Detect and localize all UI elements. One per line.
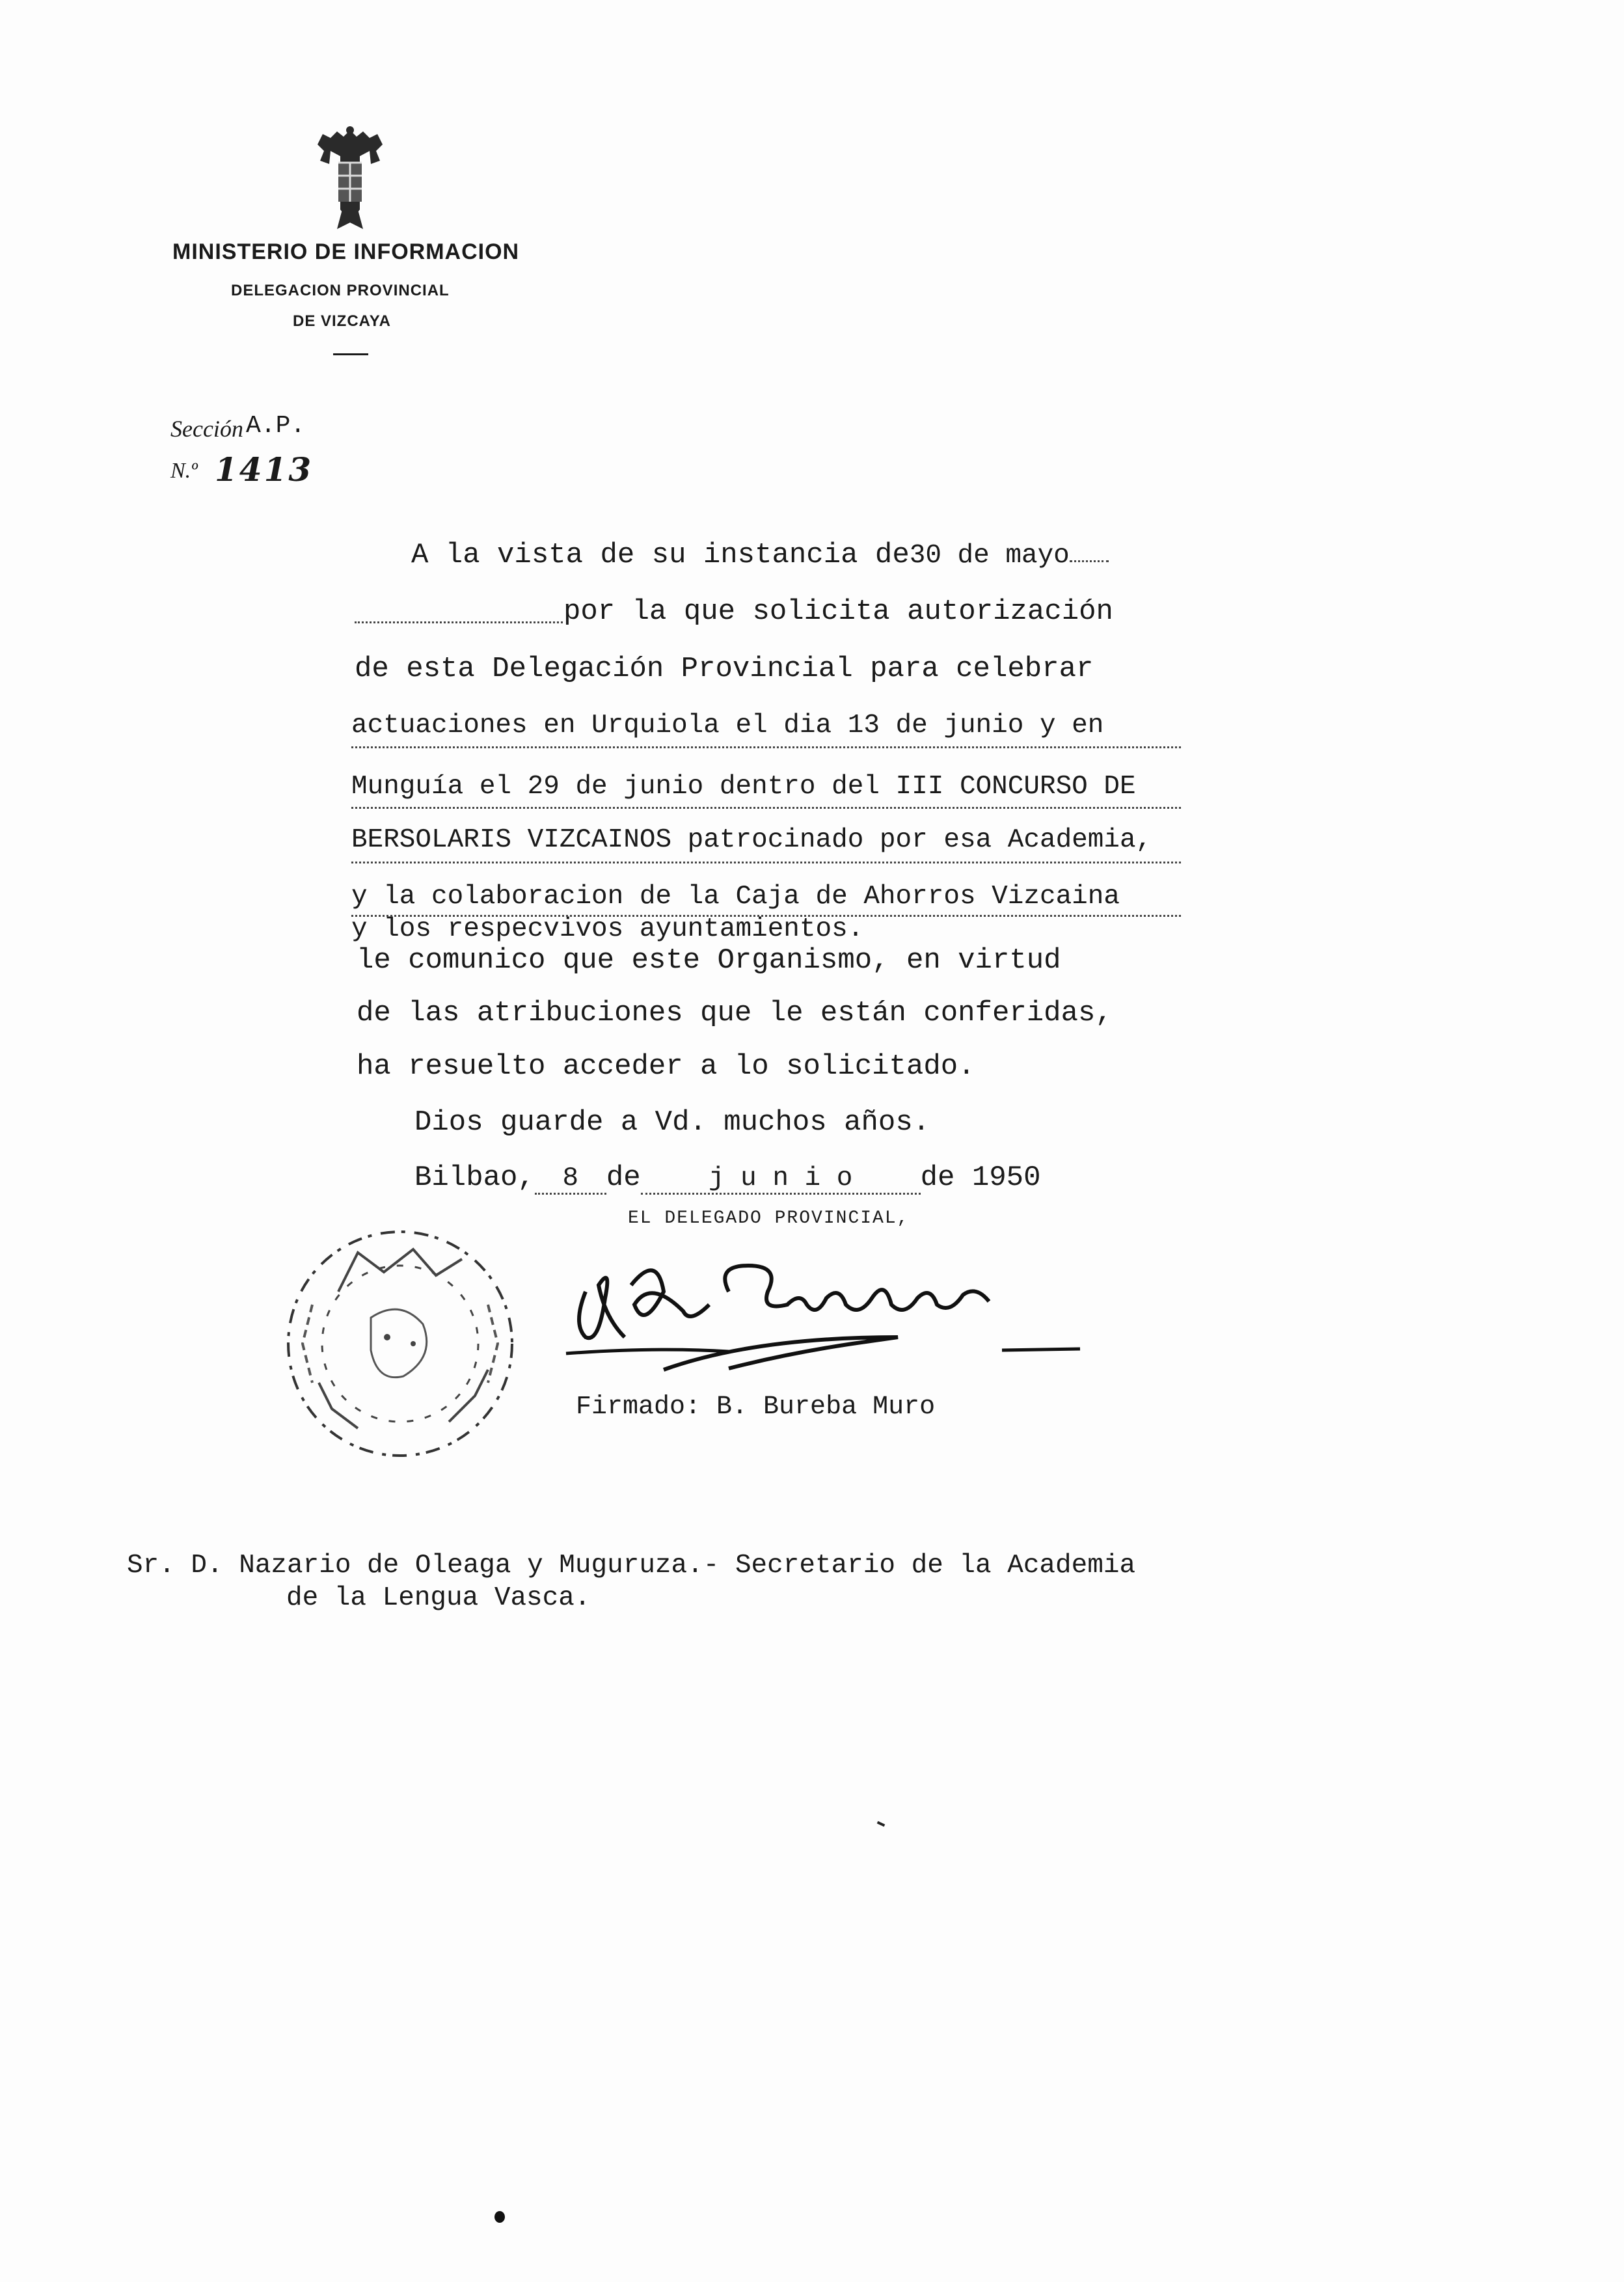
handwritten-signature (560, 1240, 1093, 1376)
body-line-6: BERSOLARIS VIZCAINOS patrocinado por esa Academia, (351, 825, 1152, 855)
signed-by: Firmado: B. Bureba Muro (576, 1392, 936, 1422)
coat-of-arms-emblem (311, 125, 389, 236)
fill-dots (351, 915, 1181, 917)
fill-dots (1070, 560, 1109, 562)
date-day: 8 (535, 1164, 606, 1195)
delegation-name: DELEGACION PROVINCIAL (231, 282, 450, 299)
body-line-10: de las atribuciones que le están conferidas, (357, 997, 1113, 1029)
body-line-5: Munguía el 29 de junio dentro del III CONCURSO DE (351, 772, 1136, 802)
official-stamp (273, 1214, 566, 1506)
date-de-2: de (920, 1161, 955, 1194)
signatory-title: EL DELEGADO PROVINCIAL, (628, 1208, 910, 1229)
fill-dots (355, 621, 563, 623)
date-de-1: de (606, 1161, 641, 1194)
date-year: 1950 (971, 1161, 1041, 1194)
date-month: j u n i o (641, 1164, 921, 1195)
body-line-1-prefix: A la vista de su instancia de (411, 539, 910, 571)
body-line-4: actuaciones en Urquiola el dia 13 de junio y en (351, 711, 1104, 740)
ministry-name: MINISTERIO DE INFORMACION (172, 239, 520, 264)
body-line-7: y la colaboracion de la Caja de Ahorros Vizcaina (351, 882, 1120, 912)
reference-number: 1413 (215, 450, 314, 489)
section-label: Sección (170, 416, 243, 442)
date-line (414, 1161, 1041, 1195)
instance-date-fill: 30 de mayo (909, 541, 1070, 571)
date-city: Bilbao, (414, 1161, 535, 1194)
fill-dots (351, 746, 1181, 748)
fill-dots (351, 862, 1181, 863)
number-label: N.º (170, 459, 198, 483)
province-name: DE VIZCAYA (293, 312, 391, 330)
scan-speck (877, 1821, 886, 1827)
ink-dot (494, 2211, 505, 2223)
addressee-line-2: de la Lengua Vasca. (286, 1583, 591, 1613)
fill-dots (351, 807, 1181, 809)
body-line-3: de esta Delegación Provincial para celebrar (355, 653, 1094, 685)
body-line-1 (411, 539, 1109, 571)
body-line-2: por la que solicita autorización (563, 595, 1113, 628)
addressee-line-1: Sr. D. Nazario de Oleaga y Muguruza.- Secretario de la Academia (127, 1551, 1136, 1581)
body-line-9: le comunico que este Organismo, en virtud (357, 944, 1061, 977)
section-value: A.P. (246, 412, 306, 440)
header-rule (333, 353, 368, 355)
body-line-11: ha resuelto acceder a lo solicitado. (357, 1050, 975, 1083)
body-line-8: y los respecvivos ayuntamientos. (351, 914, 864, 944)
body-line-12: Dios guarde a Vd. muchos años. (414, 1106, 930, 1139)
